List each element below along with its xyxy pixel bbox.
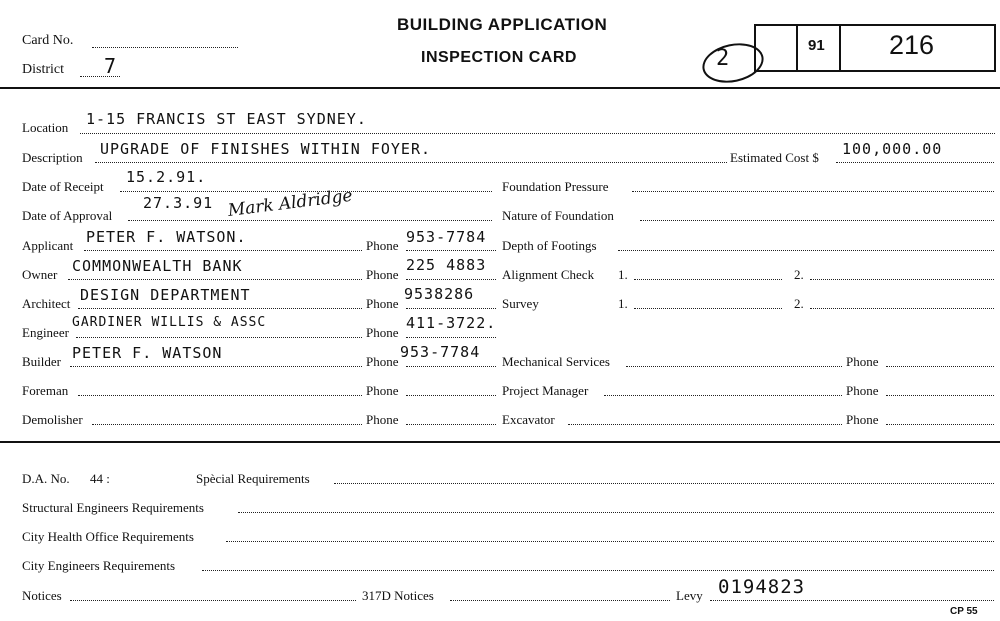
date-approval-value: 27.3.91 xyxy=(143,194,214,212)
excavator-field[interactable] xyxy=(568,424,842,425)
project-manager-phone-field[interactable] xyxy=(886,395,994,396)
builder-phone-field[interactable] xyxy=(406,366,496,367)
notices-label: Notices xyxy=(22,588,62,603)
foreman-label: Foreman xyxy=(22,383,69,398)
location-label: Location xyxy=(22,120,69,135)
excavator-phone-label: Phone xyxy=(846,412,879,427)
number-box-value: 216 xyxy=(889,30,935,60)
applicant-phone-value: 953-7784 xyxy=(406,228,487,246)
engineers-label: City Engineers Requirements xyxy=(22,558,176,573)
survey-1-field[interactable] xyxy=(634,308,782,309)
nature-foundation-label: Nature of Foundation xyxy=(502,208,614,223)
nature-foundation-field[interactable] xyxy=(640,220,994,221)
box-divider-1 xyxy=(796,24,798,70)
levy-label: Levy xyxy=(676,588,703,603)
project-manager-phone-label: Phone xyxy=(846,383,879,398)
applicant-phone-label: Phone xyxy=(366,238,399,253)
engineer-phone-label: Phone xyxy=(366,325,399,340)
owner-field[interactable] xyxy=(68,279,362,280)
notices-317d-label: 317D Notices xyxy=(362,588,434,603)
excavator-label: Excavator xyxy=(502,412,555,427)
date-approval-field[interactable] xyxy=(128,220,492,221)
location-value: 1-15 FRANCIS ST EAST SYDNEY. xyxy=(86,110,367,128)
year-box-value: 91 xyxy=(808,37,825,54)
depth-footings-label: Depth of Footings xyxy=(502,238,597,253)
survey-2-field[interactable] xyxy=(810,308,994,309)
card-number-box xyxy=(754,24,996,72)
card-no-field[interactable] xyxy=(92,47,238,48)
owner-phone-label: Phone xyxy=(366,267,399,282)
engineer-field[interactable] xyxy=(76,337,362,338)
date-approval-label: Date of Approval xyxy=(22,208,113,223)
notices-field[interactable] xyxy=(70,600,356,601)
applicant-value: PETER F. WATSON. xyxy=(86,228,247,246)
owner-phone-value: 225 4883 xyxy=(406,256,487,274)
da-no-value: 44 : xyxy=(90,471,110,486)
builder-phone-value: 953-7784 xyxy=(400,343,481,361)
architect-field[interactable] xyxy=(78,308,362,309)
location-field[interactable] xyxy=(80,133,995,134)
estimated-cost-value: 100,000.00 xyxy=(842,140,943,158)
architect-phone-label: Phone xyxy=(366,296,399,311)
district-value: 7 xyxy=(104,54,118,78)
estimated-cost-label: Estimated Cost $ xyxy=(730,150,819,165)
alignment-check-label: Alignment Check xyxy=(502,267,595,282)
description-label: Description xyxy=(22,150,83,165)
health-field[interactable] xyxy=(226,541,994,542)
survey-label: Survey xyxy=(502,296,539,311)
project-manager-label: Project Manager xyxy=(502,383,589,398)
builder-label: Builder xyxy=(22,354,61,369)
circled-number: 2 xyxy=(716,46,731,71)
engineer-value: GARDINER WILLIS & ASSC xyxy=(72,315,267,330)
district-label: District xyxy=(22,62,64,77)
architect-label: Architect xyxy=(22,296,71,311)
project-manager-field[interactable] xyxy=(604,395,842,396)
mechanical-phone-label: Phone xyxy=(846,354,879,369)
form-code: CP 55 xyxy=(950,606,978,617)
survey-two-label: 2. xyxy=(794,296,804,311)
demolisher-phone-label: Phone xyxy=(366,412,399,427)
box-divider-2 xyxy=(839,24,841,70)
approval-signature: Mark Aldridge xyxy=(226,185,354,221)
special-requirements-label: Spècial Requirements xyxy=(196,471,310,486)
mechanical-field[interactable] xyxy=(626,366,842,367)
card-no-label: Card No. xyxy=(22,33,74,48)
date-receipt-label: Date of Receipt xyxy=(22,179,104,194)
alignment-two-label: 2. xyxy=(794,267,804,282)
demolisher-phone-field[interactable] xyxy=(406,424,496,425)
special-requirements-field[interactable] xyxy=(334,483,994,484)
architect-phone-field[interactable] xyxy=(406,308,496,309)
excavator-phone-field[interactable] xyxy=(886,424,994,425)
builder-phone-label: Phone xyxy=(366,354,399,369)
notices-317d-field[interactable] xyxy=(450,600,670,601)
section-rule xyxy=(0,441,1000,443)
engineer-phone-value: 411-3722. xyxy=(406,314,497,332)
description-value: UPGRADE OF FINISHES WITHIN FOYER. xyxy=(100,140,432,158)
demolisher-label: Demolisher xyxy=(22,412,83,427)
mechanical-phone-field[interactable] xyxy=(886,366,994,367)
date-receipt-value: 15.2.91. xyxy=(126,168,207,186)
foundation-pressure-field[interactable] xyxy=(632,191,994,192)
depth-footings-field[interactable] xyxy=(618,250,994,251)
owner-value: COMMONWEALTH BANK xyxy=(72,257,243,275)
description-field[interactable] xyxy=(95,162,727,163)
foreman-phone-label: Phone xyxy=(366,383,399,398)
foreman-phone-field[interactable] xyxy=(406,395,496,396)
survey-one-label: 1. xyxy=(618,296,628,311)
alignment-check-1-field[interactable] xyxy=(634,279,782,280)
alignment-check-2-field[interactable] xyxy=(810,279,994,280)
title-line2: INSPECTION CARD xyxy=(421,49,577,66)
da-no-label: D.A. No. xyxy=(22,471,70,486)
engineers-field[interactable] xyxy=(202,570,994,571)
mechanical-label: Mechanical Services xyxy=(502,354,610,369)
levy-value: 0194823 xyxy=(718,576,806,598)
owner-label: Owner xyxy=(22,267,58,282)
foundation-pressure-label: Foundation Pressure xyxy=(502,179,609,194)
builder-value: PETER F. WATSON xyxy=(72,344,223,362)
structural-label: Structural Engineers Requirements xyxy=(22,500,204,515)
applicant-phone-field[interactable] xyxy=(406,250,496,251)
applicant-label: Applicant xyxy=(22,238,74,253)
health-label: City Health Office Requirements xyxy=(22,529,194,544)
structural-field[interactable] xyxy=(238,512,994,513)
levy-field[interactable] xyxy=(710,600,994,601)
demolisher-field[interactable] xyxy=(92,424,362,425)
architect-phone-value: 9538286 xyxy=(404,285,475,303)
applicant-field[interactable] xyxy=(84,250,362,251)
engineer-phone-field[interactable] xyxy=(406,337,496,338)
architect-value: DESIGN DEPARTMENT xyxy=(80,286,251,304)
estimated-cost-field[interactable] xyxy=(836,162,994,163)
engineer-label: Engineer xyxy=(22,325,69,340)
header-rule xyxy=(0,87,1000,89)
builder-field[interactable] xyxy=(70,366,362,367)
owner-phone-field[interactable] xyxy=(406,279,496,280)
alignment-one-label: 1. xyxy=(618,267,628,282)
title-line1: BUILDING APPLICATION xyxy=(397,15,608,34)
foreman-field[interactable] xyxy=(78,395,362,396)
